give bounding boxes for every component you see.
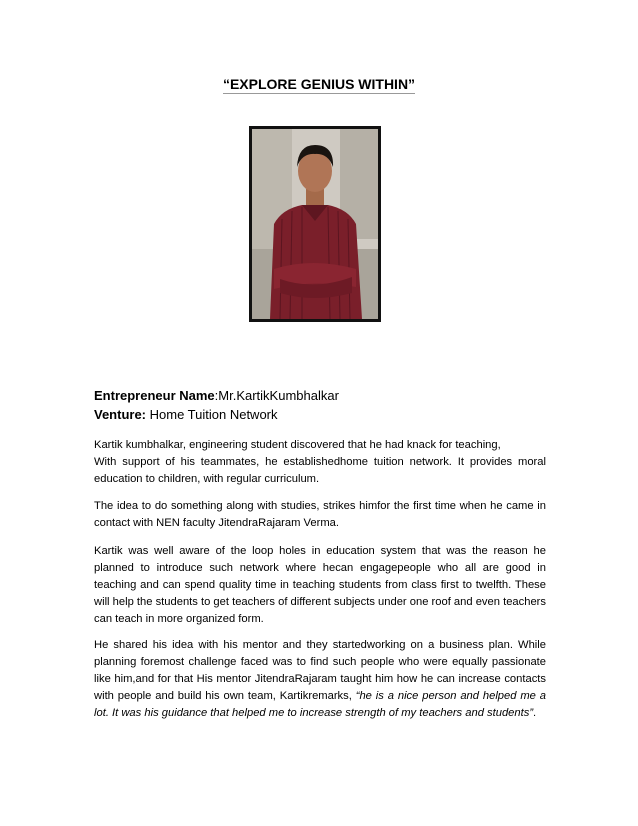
venture-line — [94, 405, 546, 424]
paragraph-4-end: . — [533, 707, 537, 719]
venture-label: Venture: — [94, 407, 147, 422]
paragraph-4 — [94, 637, 546, 722]
paragraph-4-quote: “he is a nice person and helped me a lot. It was his guidance that helped me to increase strength of my teachers and students” — [94, 690, 546, 719]
name-label: Entrepreneur Name — [94, 388, 215, 403]
portrait-photo — [249, 126, 381, 322]
paragraph-4-text: He shared his idea with his mentor and they startedworking on a business plan. While planning foremost challenge faced was to find such people who were equally passionate like him,and for that His mentor JitendraRajaram taught him how he can increase contacts with people and build his own team, Kartikremarks, — [94, 639, 546, 702]
paragraph-1-line-1: Kartik kumbhalkar, engineering student discovered that he had knack for teaching, — [94, 439, 501, 451]
page-title — [0, 76, 638, 92]
name-value: :Mr.KartikKumbhalkar — [214, 388, 339, 403]
venture-value: Home Tuition Network — [146, 407, 278, 422]
paragraph-2: The idea to do something along with studies, strikes himfor the first time when he came in contact with NEN faculty JitendraRajaram Verma. — [94, 500, 546, 529]
entrepreneur-name-line — [94, 386, 546, 405]
paragraph-1: With support of his teammates, he establishedhome tuition network. It provides moral education to children, with regular curriculum. — [94, 456, 546, 485]
title-text: “EXPLORE GENIUS WITHIN” — [222, 76, 416, 92]
paragraph-3: Kartik was well aware of the loop holes in education system that was the reason he planned to introduce such network where hecan engagepeople who all are good in teaching and can spend quality time in teaching students from class first to twelfth. These will help the students to get teachers of different subjects under one roof and even teachers can teach in more organized form. — [94, 545, 546, 625]
portrait-illustration — [252, 129, 378, 319]
